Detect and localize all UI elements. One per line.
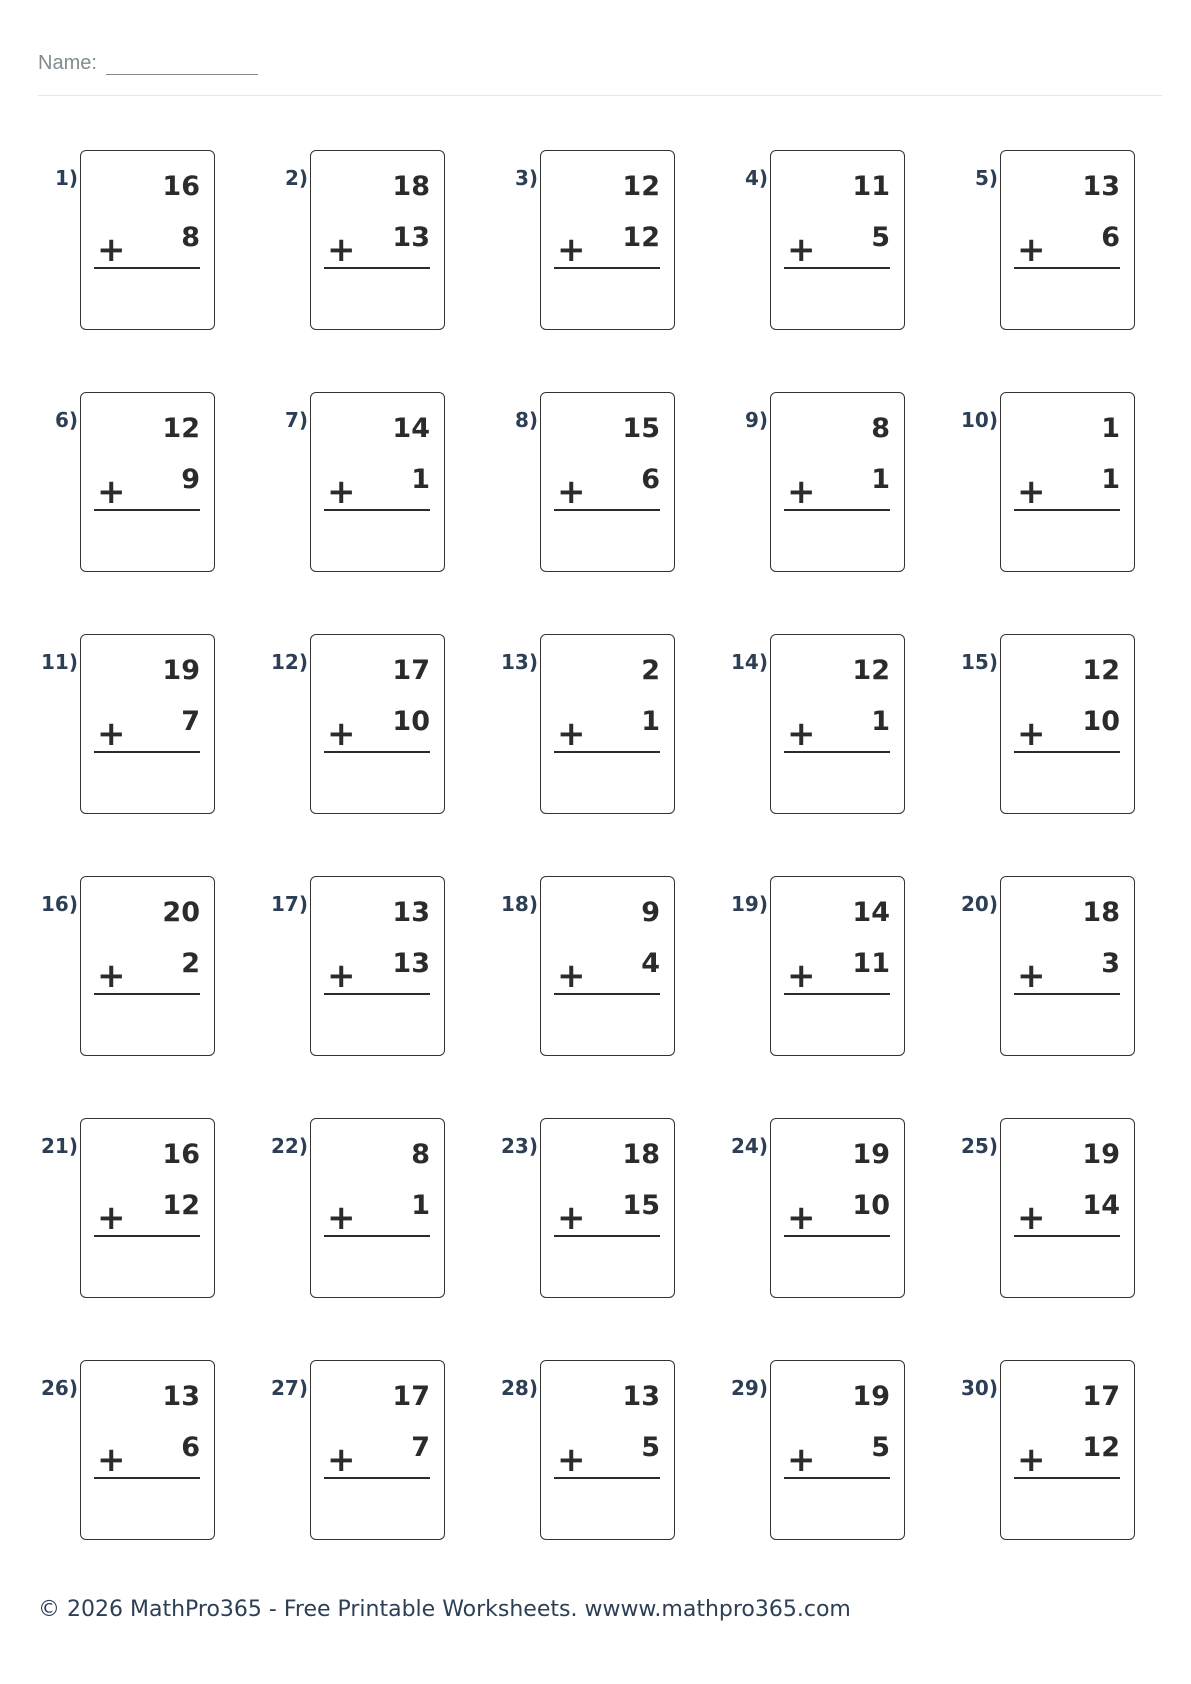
plus-sign: + (1017, 956, 1046, 996)
plus-sign: + (97, 1440, 126, 1480)
plus-sign: + (557, 1440, 586, 1480)
bottom-addend: 1 (871, 706, 890, 737)
problem-item (908, 150, 1138, 332)
answer-area[interactable] (779, 1485, 896, 1531)
top-addend: 2 (641, 655, 660, 686)
problem-card (310, 1118, 445, 1298)
bottom-addend: 10 (852, 1190, 890, 1221)
problem-card (310, 392, 445, 572)
plus-sign: + (97, 956, 126, 996)
bottom-addend: 14 (1082, 1190, 1120, 1221)
problem-item (678, 876, 908, 1058)
answer-area[interactable] (549, 1001, 666, 1047)
answer-area[interactable] (779, 759, 896, 805)
plus-sign: + (1017, 230, 1046, 270)
problem-item (0, 1360, 218, 1542)
top-addend: 18 (1082, 897, 1120, 928)
problem-number: 13) (501, 650, 538, 674)
plus-sign: + (1017, 714, 1046, 754)
top-addend: 12 (852, 655, 890, 686)
problem-card (540, 876, 675, 1056)
top-addend: 12 (1082, 655, 1120, 686)
problem-card (1000, 150, 1135, 330)
answer-area[interactable] (89, 275, 206, 321)
problem-item (0, 634, 218, 816)
top-addend: 16 (162, 171, 200, 202)
problem-item (448, 876, 678, 1058)
answer-area[interactable] (549, 275, 666, 321)
plus-sign: + (557, 230, 586, 270)
plus-sign: + (97, 1198, 126, 1238)
top-addend: 16 (162, 1139, 200, 1170)
problem-item (908, 1118, 1138, 1300)
problem-number: 8) (514, 408, 538, 432)
answer-area[interactable] (549, 759, 666, 805)
sum-line (784, 751, 890, 753)
problem-item (218, 150, 448, 332)
plus-sign: + (787, 230, 816, 270)
answer-area[interactable] (1009, 759, 1126, 805)
sum-line (94, 751, 200, 753)
top-addend: 17 (392, 1381, 430, 1412)
problem-number: 28) (501, 1376, 538, 1400)
plus-sign: + (787, 956, 816, 996)
top-addend: 14 (852, 897, 890, 928)
answer-area[interactable] (779, 1001, 896, 1047)
answer-area[interactable] (779, 517, 896, 563)
plus-sign: + (1017, 1198, 1046, 1238)
problem-item (908, 876, 1138, 1058)
bottom-addend: 10 (1082, 706, 1120, 737)
problem-item (0, 1118, 218, 1300)
top-addend: 8 (411, 1139, 430, 1170)
sum-line (1014, 751, 1120, 753)
plus-sign: + (327, 1440, 356, 1480)
sum-line (94, 993, 200, 995)
bottom-addend: 6 (1101, 222, 1120, 253)
bottom-addend: 7 (181, 706, 200, 737)
problem-card (1000, 876, 1135, 1056)
problem-item (218, 876, 448, 1058)
problem-number: 24) (731, 1134, 768, 1158)
problem-card (310, 1360, 445, 1540)
problem-number: 7) (284, 408, 308, 432)
top-addend: 14 (392, 413, 430, 444)
plus-sign: + (97, 714, 126, 754)
problem-number: 9) (744, 408, 768, 432)
problem-item (908, 392, 1138, 574)
answer-area[interactable] (89, 517, 206, 563)
top-addend: 17 (392, 655, 430, 686)
answer-area[interactable] (319, 759, 436, 805)
bottom-addend: 2 (181, 948, 200, 979)
bottom-addend: 12 (1082, 1432, 1120, 1463)
plus-sign: + (97, 472, 126, 512)
problem-card (1000, 1118, 1135, 1298)
problem-card (80, 634, 215, 814)
sum-line (784, 1235, 890, 1237)
problem-item (908, 634, 1138, 816)
plus-sign: + (787, 1440, 816, 1480)
problem-number: 11) (41, 650, 78, 674)
problem-item (908, 1360, 1138, 1542)
plus-sign: + (327, 956, 356, 996)
problem-number: 26) (41, 1376, 78, 1400)
problem-number: 22) (271, 1134, 308, 1158)
answer-area[interactable] (1009, 517, 1126, 563)
top-addend: 8 (871, 413, 890, 444)
plus-sign: + (557, 472, 586, 512)
bottom-addend: 7 (411, 1432, 430, 1463)
problem-card (1000, 634, 1135, 814)
problem-number: 17) (271, 892, 308, 916)
plus-sign: + (327, 714, 356, 754)
problem-number: 21) (41, 1134, 78, 1158)
bottom-addend: 1 (411, 1190, 430, 1221)
top-addend: 17 (1082, 1381, 1120, 1412)
problem-number: 5) (974, 166, 998, 190)
sum-line (94, 509, 200, 511)
top-addend: 12 (162, 413, 200, 444)
problem-number: 23) (501, 1134, 538, 1158)
problem-card (540, 150, 675, 330)
problem-item (218, 1360, 448, 1542)
problem-item (0, 150, 218, 332)
answer-area[interactable] (779, 1243, 896, 1289)
problem-card (310, 150, 445, 330)
sum-line (324, 1477, 430, 1479)
problem-item (218, 634, 448, 816)
top-addend: 19 (852, 1381, 890, 1412)
plus-sign: + (327, 230, 356, 270)
sum-line (784, 267, 890, 269)
problem-number: 18) (501, 892, 538, 916)
plus-sign: + (787, 714, 816, 754)
sum-line (784, 1477, 890, 1479)
bottom-addend: 5 (871, 1432, 890, 1463)
sum-line (94, 1235, 200, 1237)
problem-item (218, 1118, 448, 1300)
problem-card (1000, 1360, 1135, 1540)
sum-line (554, 267, 660, 269)
problem-card (540, 1360, 675, 1540)
problem-number: 2) (284, 166, 308, 190)
top-addend: 13 (622, 1381, 660, 1412)
problem-item (678, 150, 908, 332)
problem-number: 30) (961, 1376, 998, 1400)
sum-line (324, 993, 430, 995)
top-addend: 18 (392, 171, 430, 202)
bottom-addend: 1 (641, 706, 660, 737)
plus-sign: + (787, 472, 816, 512)
sum-line (1014, 1477, 1120, 1479)
problem-item (678, 392, 908, 574)
sum-line (784, 509, 890, 511)
bottom-addend: 4 (641, 948, 660, 979)
bottom-addend: 15 (622, 1190, 660, 1221)
sum-line (94, 1477, 200, 1479)
top-addend: 9 (641, 897, 660, 928)
sum-line (554, 751, 660, 753)
problem-number: 4) (744, 166, 768, 190)
bottom-addend: 13 (392, 948, 430, 979)
sum-line (94, 267, 200, 269)
bottom-addend: 12 (162, 1190, 200, 1221)
bottom-addend: 13 (392, 222, 430, 253)
answer-area[interactable] (1009, 1001, 1126, 1047)
bottom-addend: 6 (641, 464, 660, 495)
top-addend: 19 (162, 655, 200, 686)
sum-line (1014, 993, 1120, 995)
problem-card (770, 1360, 905, 1540)
top-addend: 19 (1082, 1139, 1120, 1170)
top-addend: 13 (1082, 171, 1120, 202)
sum-line (554, 1477, 660, 1479)
problem-item (678, 1360, 908, 1542)
answer-area[interactable] (1009, 275, 1126, 321)
plus-sign: + (557, 956, 586, 996)
answer-area[interactable] (779, 275, 896, 321)
problem-number: 14) (731, 650, 768, 674)
answer-area[interactable] (549, 517, 666, 563)
answer-area[interactable] (319, 517, 436, 563)
problem-card (310, 634, 445, 814)
problem-item (678, 634, 908, 816)
problem-number: 6) (54, 408, 78, 432)
problem-item (678, 1118, 908, 1300)
plus-sign: + (557, 714, 586, 754)
problem-card (540, 634, 675, 814)
answer-area[interactable] (319, 1485, 436, 1531)
sum-line (554, 1235, 660, 1237)
problem-number: 15) (961, 650, 998, 674)
problem-card (80, 392, 215, 572)
top-addend: 19 (852, 1139, 890, 1170)
top-addend: 12 (622, 171, 660, 202)
plus-sign: + (787, 1198, 816, 1238)
footer-copyright: © 2026 MathPro365 - Free Printable Worksheets. wwww.mathpro365.com (38, 1597, 851, 1622)
problem-card (80, 1118, 215, 1298)
top-addend: 15 (622, 413, 660, 444)
plus-sign: + (1017, 472, 1046, 512)
plus-sign: + (97, 230, 126, 270)
answer-area[interactable] (1009, 1243, 1126, 1289)
sum-line (324, 267, 430, 269)
problem-number: 10) (961, 408, 998, 432)
answer-area[interactable] (319, 1001, 436, 1047)
problem-card (770, 150, 905, 330)
problem-number: 3) (514, 166, 538, 190)
bottom-addend: 5 (871, 222, 890, 253)
top-addend: 18 (622, 1139, 660, 1170)
problem-card (770, 876, 905, 1056)
answer-area[interactable] (549, 1243, 666, 1289)
bottom-addend: 9 (181, 464, 200, 495)
answer-area[interactable] (319, 275, 436, 321)
problem-card (80, 150, 215, 330)
plus-sign: + (1017, 1440, 1046, 1480)
problem-card (770, 634, 905, 814)
bottom-addend: 3 (1101, 948, 1120, 979)
bottom-addend: 6 (181, 1432, 200, 1463)
problem-number: 20) (961, 892, 998, 916)
sum-line (784, 993, 890, 995)
plus-sign: + (327, 472, 356, 512)
problem-card (80, 876, 215, 1056)
answer-area[interactable] (1009, 1485, 1126, 1531)
problem-card (540, 392, 675, 572)
problem-number: 16) (41, 892, 78, 916)
sum-line (324, 1235, 430, 1237)
problem-number: 25) (961, 1134, 998, 1158)
sum-line (1014, 267, 1120, 269)
sum-line (1014, 1235, 1120, 1237)
sum-line (324, 509, 430, 511)
top-addend: 13 (162, 1381, 200, 1412)
answer-area[interactable] (89, 1243, 206, 1289)
top-addend: 13 (392, 897, 430, 928)
answer-area[interactable] (89, 759, 206, 805)
sum-line (324, 751, 430, 753)
problem-number: 29) (731, 1376, 768, 1400)
problem-number: 19) (731, 892, 768, 916)
problem-item (448, 1360, 678, 1542)
problem-card (770, 1118, 905, 1298)
bottom-addend: 10 (392, 706, 430, 737)
sum-line (554, 509, 660, 511)
problem-card (770, 392, 905, 572)
sum-line (1014, 509, 1120, 511)
answer-area[interactable] (89, 1485, 206, 1531)
answer-area[interactable] (89, 1001, 206, 1047)
problem-item (448, 392, 678, 574)
bottom-addend: 1 (411, 464, 430, 495)
problem-card (540, 1118, 675, 1298)
bottom-addend: 11 (852, 948, 890, 979)
top-addend: 11 (852, 171, 890, 202)
problem-item (448, 634, 678, 816)
problem-number: 1) (54, 166, 78, 190)
name-label: Name: (38, 52, 97, 74)
answer-area[interactable] (319, 1243, 436, 1289)
bottom-addend: 1 (1101, 464, 1120, 495)
bottom-addend: 1 (871, 464, 890, 495)
problem-number: 27) (271, 1376, 308, 1400)
problem-number: 12) (271, 650, 308, 674)
problem-card (80, 1360, 215, 1540)
problem-item (448, 1118, 678, 1300)
problem-item (0, 392, 218, 574)
bottom-addend: 5 (641, 1432, 660, 1463)
sum-line (554, 993, 660, 995)
bottom-addend: 12 (622, 222, 660, 253)
problem-card (1000, 392, 1135, 572)
problem-card (310, 876, 445, 1056)
top-addend: 20 (162, 897, 200, 928)
answer-area[interactable] (549, 1485, 666, 1531)
problem-item (0, 876, 218, 1058)
plus-sign: + (557, 1198, 586, 1238)
plus-sign: + (327, 1198, 356, 1238)
problem-item (218, 392, 448, 574)
problem-item (448, 150, 678, 332)
bottom-addend: 8 (181, 222, 200, 253)
top-addend: 1 (1101, 413, 1120, 444)
